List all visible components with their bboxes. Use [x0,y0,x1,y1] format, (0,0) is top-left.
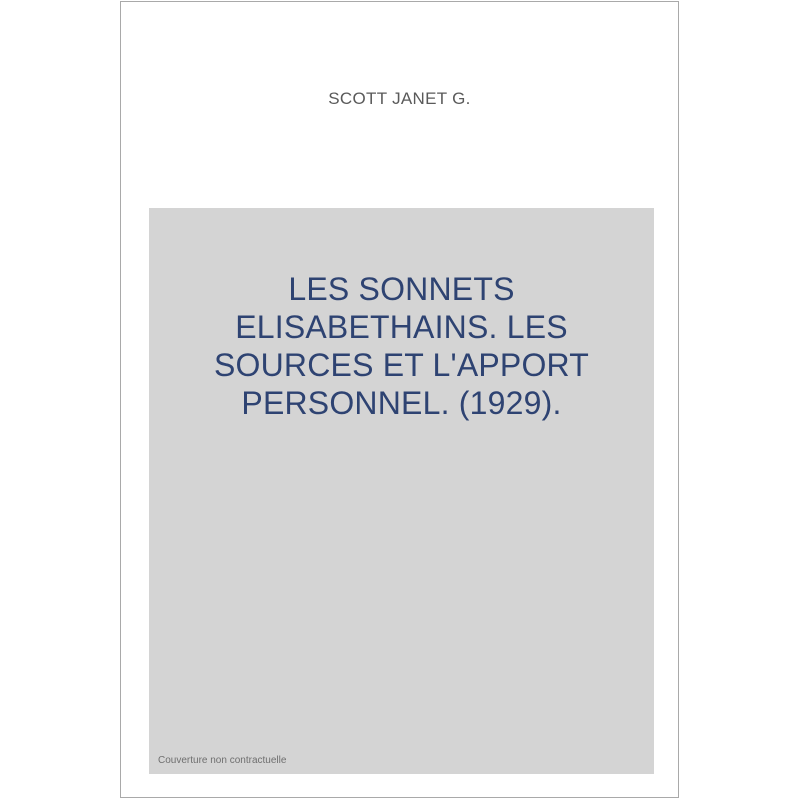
book-cover [120,1,679,798]
title-panel [149,208,654,774]
author-name: SCOTT JANET G. [328,89,471,108]
cover-disclaimer: Couverture non contractuelle [158,755,287,766]
book-title: LES SONNETS ELISABETHAINS. LES SOURCES ET L'APPORT PERSONNEL. (1929). [213,271,590,421]
